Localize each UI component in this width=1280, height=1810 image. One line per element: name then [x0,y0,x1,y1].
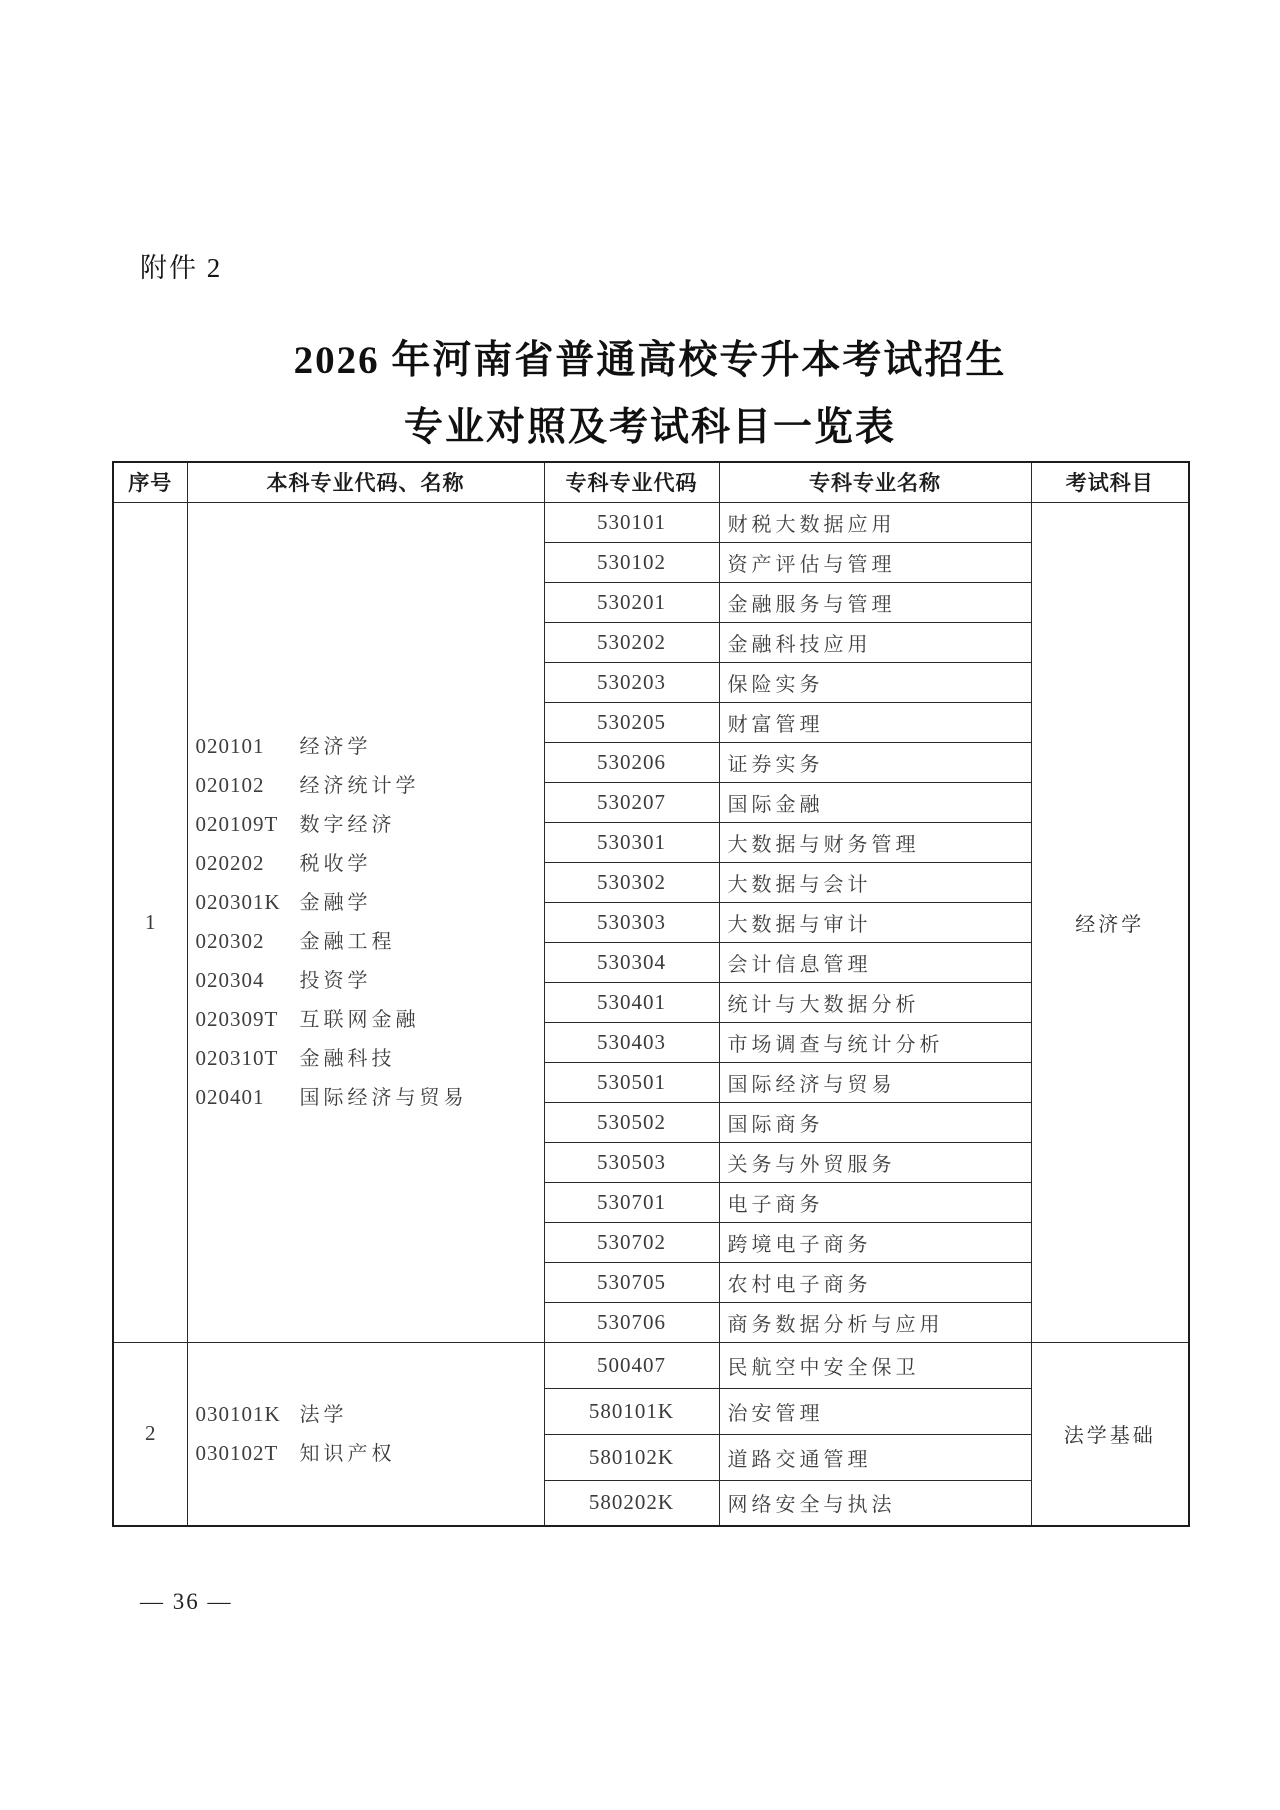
college-major-name-cell: 商务数据分析与应用 [719,1302,1031,1342]
undergraduate-major-name: 金融学 [299,892,372,914]
college-major-name-cell: 民航空中安全保卫 [719,1342,1031,1388]
undergraduate-major-code: 030101K [195,1401,281,1426]
undergraduate-major-name: 国际经济与贸易 [299,1087,468,1109]
undergraduate-major-name: 互联网金融 [299,1009,420,1031]
undergraduate-majors-list [196,1395,540,1473]
page-number: — 36 — [140,1589,233,1614]
college-major-code-cell: 500407 [544,1342,719,1388]
college-major-name-cell: 治安管理 [719,1388,1031,1434]
undergraduate-major-name: 投资学 [299,970,372,992]
college-major-code-cell: 530102 [544,542,719,582]
undergraduate-major-item [196,922,540,961]
college-major-name-cell: 道路交通管理 [719,1434,1031,1480]
college-major-name-cell: 大数据与会计 [719,862,1031,902]
college-major-name-cell: 金融科技应用 [719,622,1031,662]
undergraduate-major-code: 020301K [195,890,281,914]
college-major-code-cell: 530205 [544,702,719,742]
undergraduate-major-name: 金融工程 [299,931,396,953]
college-major-code-cell: 530302 [544,862,719,902]
undergraduate-major-code: 020401 [195,1085,265,1109]
college-major-code-cell: 530206 [544,742,719,782]
college-major-name-cell: 国际经济与贸易 [719,1062,1031,1102]
undergraduate-major-code: 020304 [195,968,265,992]
college-major-code-cell: 530706 [544,1302,719,1342]
header-college-major-code: 专科专业代码 [544,462,719,502]
college-major-code-cell: 530101 [544,502,719,542]
college-major-name-cell: 金融服务与管理 [719,582,1031,622]
college-major-name-cell: 国际商务 [719,1102,1031,1142]
undergraduate-major-code: 020202 [195,851,265,875]
college-major-name-cell: 证券实务 [719,742,1031,782]
undergraduate-major-code: 030102T [195,1440,279,1465]
college-major-code-cell: 530201 [544,582,719,622]
college-major-code-cell: 530304 [544,942,719,982]
undergraduate-major-item [196,883,540,922]
undergraduate-major-code: 020302 [195,929,265,953]
undergraduate-major-code: 020310T [195,1046,279,1070]
undergraduate-major-item [196,1078,540,1117]
college-major-code-cell: 530501 [544,1062,719,1102]
undergraduate-major-item [196,805,540,844]
undergraduate-majors-cell [187,1342,544,1526]
college-major-name-cell: 关务与外贸服务 [719,1142,1031,1182]
college-major-name-cell: 国际金融 [719,782,1031,822]
college-major-name-cell: 财富管理 [719,702,1031,742]
college-major-code-cell: 530702 [544,1222,719,1262]
college-major-code-cell: 530401 [544,982,719,1022]
college-major-name-cell: 保险实务 [719,662,1031,702]
exam-subject-cell: 法学基础 [1031,1342,1189,1526]
college-major-name-cell: 跨境电子商务 [719,1222,1031,1262]
college-major-code-cell: 580101K [544,1388,719,1434]
college-major-code-cell: 530303 [544,902,719,942]
table-body [113,502,1189,1526]
college-major-name-cell: 统计与大数据分析 [719,982,1031,1022]
undergraduate-major-name: 经济学 [299,736,372,758]
college-major-code-cell: 580102K [544,1434,719,1480]
undergraduate-major-item [196,844,540,883]
undergraduate-major-item [196,1395,540,1434]
college-major-code-cell: 530503 [544,1142,719,1182]
document-title-line-1: 2026 年河南省普通高校专升本考试招生 [293,339,1007,382]
college-major-code-cell: 530202 [544,622,719,662]
document-title [112,327,1188,461]
undergraduate-major-item [196,961,540,1000]
undergraduate-major-item [196,727,540,766]
header-college-major-name: 专科专业名称 [719,462,1031,502]
undergraduate-major-name: 数字经济 [299,814,396,836]
undergraduate-major-name: 知识产权 [299,1442,396,1465]
header-exam-subject: 考试科目 [1031,462,1189,502]
college-major-code-cell: 580202K [544,1480,719,1526]
college-major-code-cell: 530502 [544,1102,719,1142]
undergraduate-major-name: 法学 [299,1403,348,1426]
college-major-name-cell: 电子商务 [719,1182,1031,1222]
college-major-name-cell: 网络安全与执法 [719,1480,1031,1526]
undergraduate-major-item [196,1434,540,1473]
undergraduate-major-code: 020102 [195,773,265,797]
college-major-name-cell: 市场调查与统计分析 [719,1022,1031,1062]
exam-subject-cell: 经济学 [1031,502,1189,1342]
college-major-code-cell: 530701 [544,1182,719,1222]
college-major-code-cell: 530403 [544,1022,719,1062]
undergraduate-majors-cell [187,502,544,1342]
undergraduate-major-item [196,1000,540,1039]
undergraduate-major-item [196,1039,540,1078]
undergraduate-major-code: 020101 [195,734,265,758]
college-major-row [113,1342,1189,1388]
college-major-code-cell: 530203 [544,662,719,702]
college-major-name-cell: 财税大数据应用 [719,502,1031,542]
header-undergraduate-major-code-name: 本科专业代码、名称 [187,462,544,502]
document-title-line-2: 专业对照及考试科目一览表 [403,406,896,449]
header-serial-number: 序号 [113,462,187,502]
table-header-row [113,462,1189,502]
undergraduate-major-code: 020109T [195,812,279,836]
college-major-code-cell: 530301 [544,822,719,862]
majors-comparison-table [112,461,1190,1527]
serial-number-cell: 1 [113,502,187,1342]
undergraduate-majors-list [196,727,540,1117]
college-major-code-cell: 530207 [544,782,719,822]
attachment-label: 附件 2 [140,253,223,283]
undergraduate-major-item [196,766,540,805]
undergraduate-major-name: 税收学 [299,853,372,875]
college-major-name-cell: 大数据与审计 [719,902,1031,942]
college-major-row [113,502,1189,542]
college-major-code-cell: 530705 [544,1262,719,1302]
serial-number-cell: 2 [113,1342,187,1526]
college-major-name-cell: 会计信息管理 [719,942,1031,982]
college-major-name-cell: 资产评估与管理 [719,542,1031,582]
college-major-name-cell: 农村电子商务 [719,1262,1031,1302]
undergraduate-major-code: 020309T [195,1007,279,1031]
college-major-name-cell: 大数据与财务管理 [719,822,1031,862]
undergraduate-major-name: 金融科技 [299,1048,396,1070]
undergraduate-major-name: 经济统计学 [299,775,420,797]
